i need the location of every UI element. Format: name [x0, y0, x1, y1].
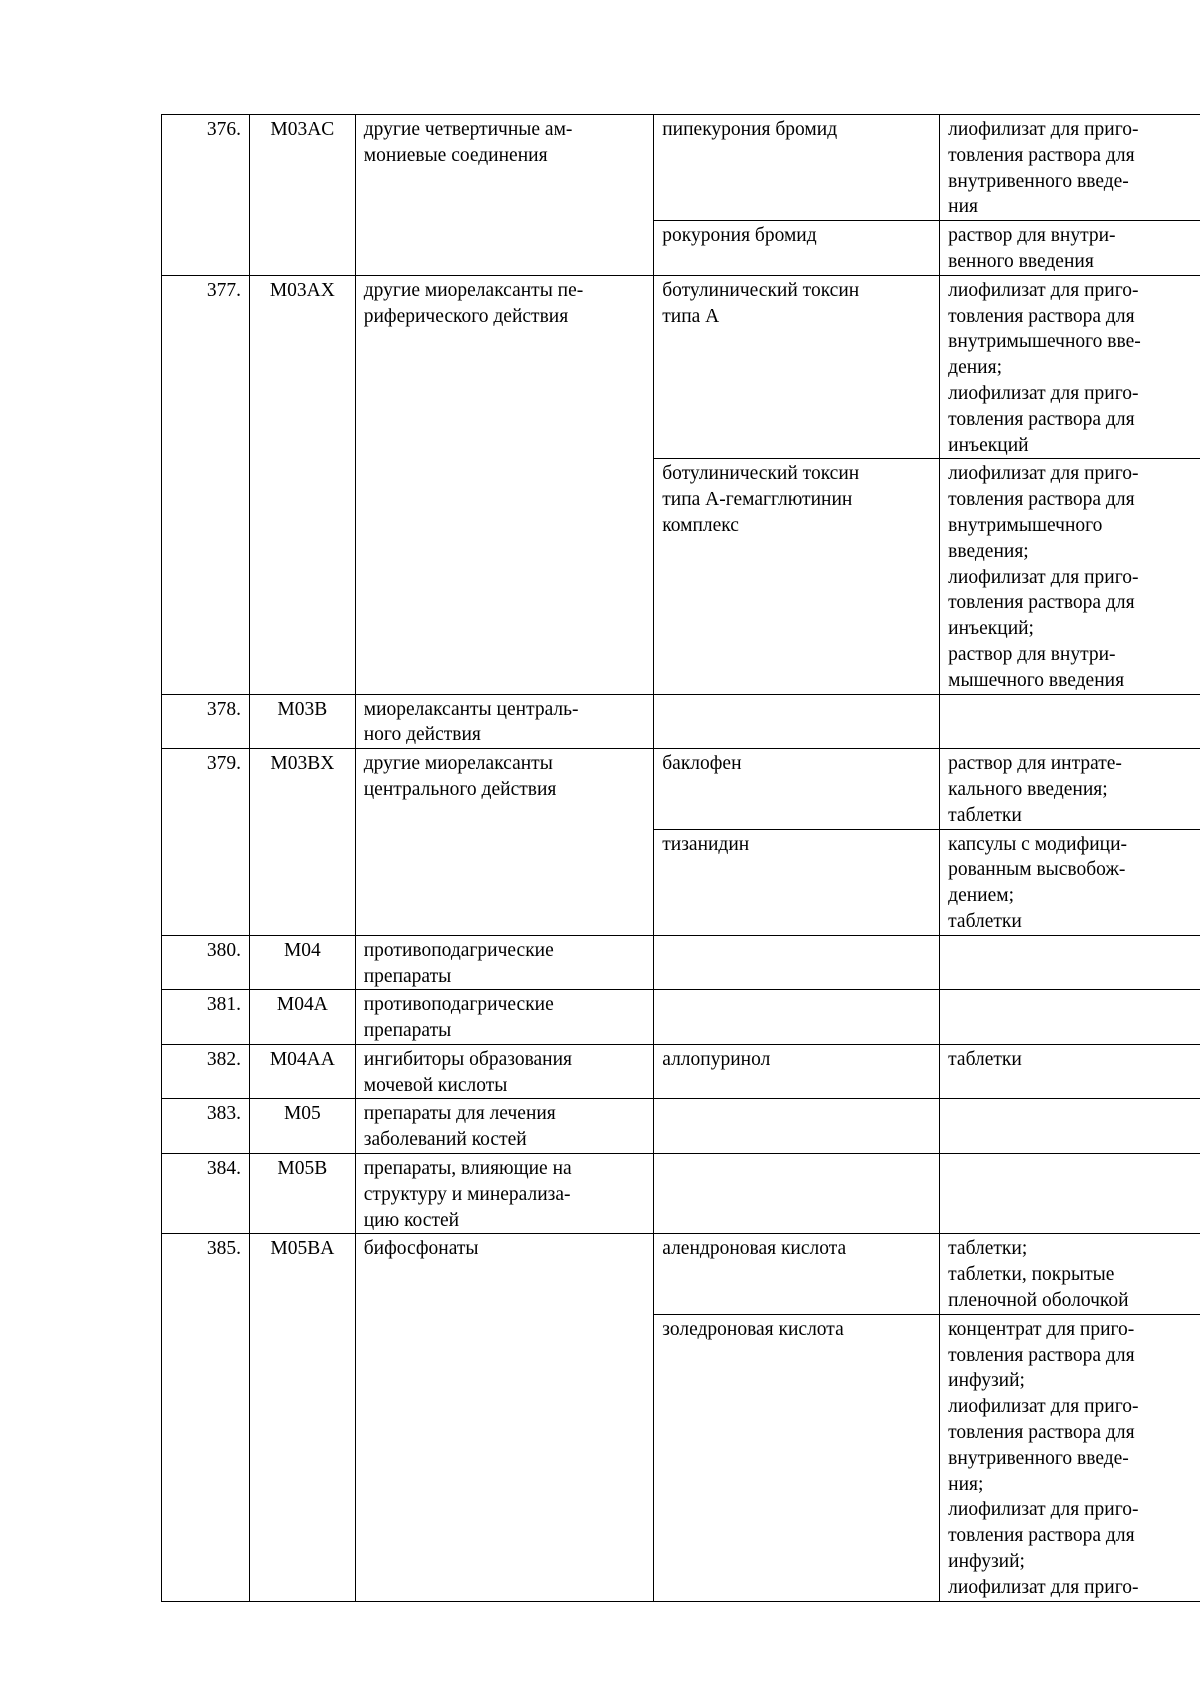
- atc-code: M04: [249, 935, 355, 990]
- drug-name: [654, 1099, 940, 1154]
- drug-name: баклофен: [654, 749, 940, 829]
- dosage-forms: [940, 935, 1200, 990]
- drug-group: ингибиторы образования мочевой кислоты: [355, 1044, 654, 1099]
- drug-name: [654, 990, 940, 1045]
- dosage-forms: раствор для внутри- венного введения: [940, 221, 1200, 276]
- row-number: 380.: [162, 935, 250, 990]
- row-number: 383.: [162, 1099, 250, 1154]
- row-number: 381.: [162, 990, 250, 1045]
- table-row: [162, 115, 1200, 221]
- table-row: [162, 1234, 1200, 1314]
- drug-group: препараты для лечения заболеваний костей: [355, 1099, 654, 1154]
- row-number: 382.: [162, 1044, 250, 1099]
- table-row: [162, 694, 1200, 749]
- table-row: [162, 990, 1200, 1045]
- atc-code: M03B: [249, 694, 355, 749]
- table-row: [162, 935, 1200, 990]
- table-row: [162, 749, 1200, 829]
- drug-name: ботулинический токсин типа А: [654, 275, 940, 459]
- table-row: [162, 1099, 1200, 1154]
- table-body: [162, 115, 1200, 1602]
- row-number: 378.: [162, 694, 250, 749]
- drug-name: аллопуринол: [654, 1044, 940, 1099]
- row-number: 384.: [162, 1154, 250, 1234]
- drug-name: ботулинический токсин типа А-гемагглютинин комплекс: [654, 459, 940, 694]
- dosage-forms: капсулы с модифици- рованным высвобож- дением; таблетки: [940, 829, 1200, 935]
- table-row: [162, 275, 1200, 459]
- atc-code: M05B: [249, 1154, 355, 1234]
- dosage-forms: [940, 990, 1200, 1045]
- atc-code: M03BX: [249, 749, 355, 936]
- drug-name: пипекурония бромид: [654, 115, 940, 221]
- drug-name: [654, 935, 940, 990]
- atc-code: M05BA: [249, 1234, 355, 1601]
- atc-code: M04A: [249, 990, 355, 1045]
- drug-name: [654, 1154, 940, 1234]
- row-number: 379.: [162, 749, 250, 936]
- dosage-forms: таблетки; таблетки, покрытые пленочной оболочкой: [940, 1234, 1200, 1314]
- atc-code: M03AC: [249, 115, 355, 276]
- drug-group: миорелаксанты централь- ного действия: [355, 694, 654, 749]
- drug-group: другие четвертичные ам- мониевые соединения: [355, 115, 654, 276]
- atc-code: M03AX: [249, 275, 355, 694]
- drug-name: алендроновая кислота: [654, 1234, 940, 1314]
- drug-name: рокурония бромид: [654, 221, 940, 276]
- drug-group: противоподагрические препараты: [355, 990, 654, 1045]
- row-number: 385.: [162, 1234, 250, 1601]
- dosage-forms: лиофилизат для приго- товления раствора для внутримышечного вве- дения; лиофилизат для приго- товления раствора для инъекций: [940, 275, 1200, 459]
- drug-group: препараты, влияющие на структуру и минерализа- цию костей: [355, 1154, 654, 1234]
- drug-group: бифосфонаты: [355, 1234, 654, 1601]
- dosage-forms: раствор для интрате- кального введения; таблетки: [940, 749, 1200, 829]
- dosage-forms: [940, 1154, 1200, 1234]
- dosage-forms: [940, 1099, 1200, 1154]
- atc-code: M04AA: [249, 1044, 355, 1099]
- drug-name: золедроновая кислота: [654, 1314, 940, 1601]
- drug-name: [654, 694, 940, 749]
- drug-name: тизанидин: [654, 829, 940, 935]
- medication-table: [161, 114, 1200, 1602]
- dosage-forms: лиофилизат для приго- товления раствора для внутривенного введе- ния: [940, 115, 1200, 221]
- dosage-forms: таблетки: [940, 1044, 1200, 1099]
- atc-code: M05: [249, 1099, 355, 1154]
- drug-group: другие миорелаксанты центрального действия: [355, 749, 654, 936]
- drug-group: противоподагрические препараты: [355, 935, 654, 990]
- dosage-forms: концентрат для приго- товления раствора для инфузий; лиофилизат для приго- товления раствора для внутривенного введе- ния; лиофилизат для приго- товления раствора для инфузий; лиофилизат для приго-: [940, 1314, 1200, 1601]
- drug-group: другие миорелаксанты пе- риферического действия: [355, 275, 654, 694]
- row-number: 377.: [162, 275, 250, 694]
- dosage-forms: лиофилизат для приго- товления раствора для внутримышечного введения; лиофилизат для приго- товления раствора для инъекций; раствор для внутри- мышечного введения: [940, 459, 1200, 694]
- table-row: [162, 1044, 1200, 1099]
- row-number: 376.: [162, 115, 250, 276]
- dosage-forms: [940, 694, 1200, 749]
- table-row: [162, 1154, 1200, 1234]
